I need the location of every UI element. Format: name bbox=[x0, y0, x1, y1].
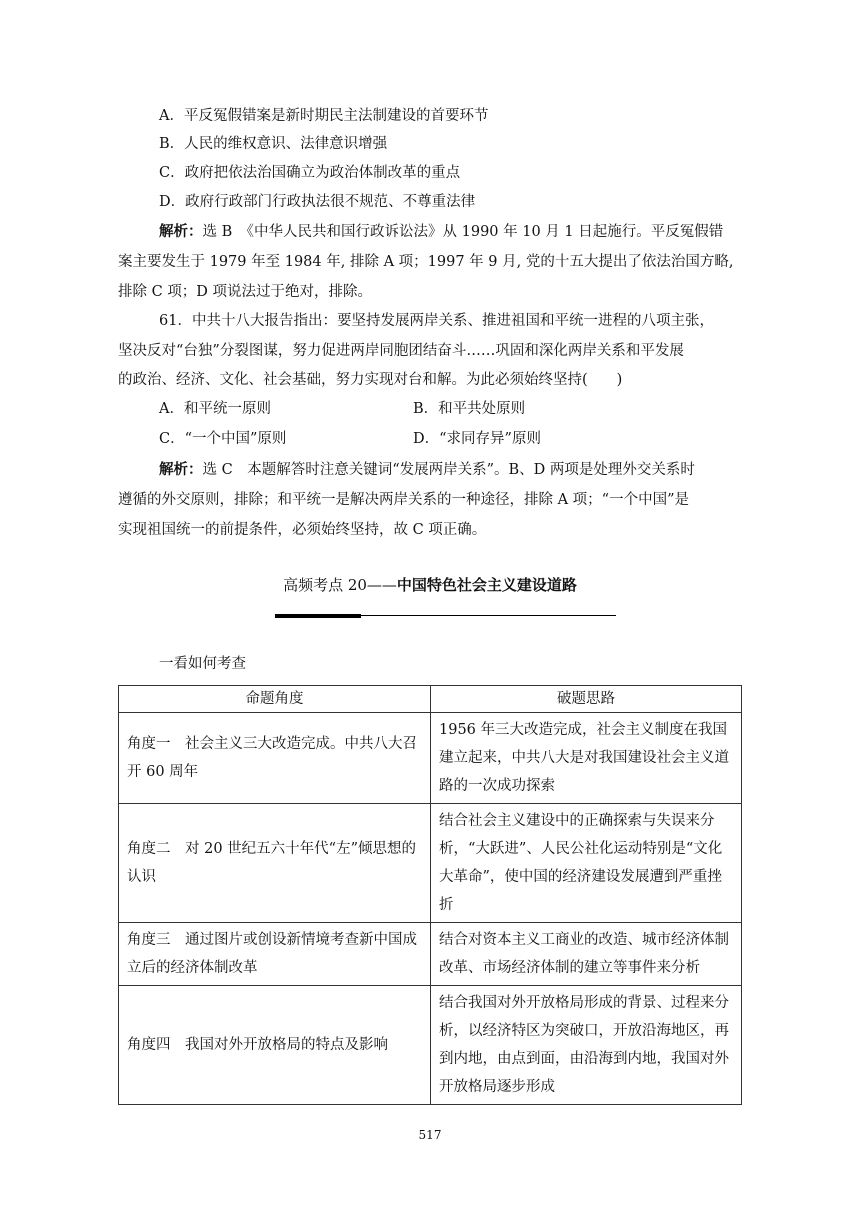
table-header-row bbox=[119, 686, 742, 713]
q61-option-a: A．和平统一原则 bbox=[159, 401, 271, 417]
exam-angle-table bbox=[118, 685, 742, 1105]
table-header-approach: 破题思路 bbox=[431, 686, 742, 713]
table-cell-angle: 角度三 通过图片或创设新情境考查新中国成立后的经济体制改革 bbox=[119, 923, 431, 986]
heading-underline-thick bbox=[275, 614, 361, 618]
page-number: 517 bbox=[418, 1128, 442, 1142]
table-cell-approach: 结合社会主义建设中的正确探索与失误来分析，“大跃进”、人民公社化运动特别是“文化大革命”，使中国的经济建设发展遭到严重挫折 bbox=[431, 804, 742, 923]
q61-stem-line1: 61．中共十八大报告指出：要坚持发展两岸关系、推进祖国和平统一进程的八项主张， bbox=[159, 313, 714, 329]
heading-underline-thin bbox=[361, 615, 616, 616]
table-cell-approach: 结合我国对外开放格局形成的背景、过程来分析，以经济特区为突破口，开放沿海地区，再到内地，由点到面，由沿海到内地，我国对外开放格局逐步形成 bbox=[431, 986, 742, 1105]
table-row bbox=[119, 986, 742, 1105]
q60-analysis-line2: 案主要发生于 1979 年至 1984 年, 排除 A 项；1997 年 9 月, 党的十五大提出了依法治国方略, bbox=[118, 254, 734, 270]
q60-option-c: C．政府把依法治国确立为政治体制改革的重点 bbox=[159, 165, 461, 181]
q60-analysis-line3: 排除 C 项；D 项说法过于绝对，排除。 bbox=[118, 284, 373, 300]
table-cell-angle: 角度四 我国对外开放格局的特点及影响 bbox=[119, 986, 431, 1105]
q60-analysis-line1: 解析：选 B 《中华人民共和国行政诉讼法》从 1990 年 10 月 1 日起施行。平反冤假错 bbox=[159, 223, 724, 240]
table-cell-approach: 结合对资本主义工商业的改造、城市经济体制改革、市场经济体制的建立等事件来分析 bbox=[431, 923, 742, 986]
table-cell-angle: 角度一 社会主义三大改造完成。中共八大召开 60 周年 bbox=[119, 713, 431, 804]
table-cell-angle: 角度二 对 20 世纪五六十年代“左”倾思想的认识 bbox=[119, 804, 431, 923]
q60-option-d: D．政府行政部门行政执法很不规范、不尊重法律 bbox=[159, 194, 476, 210]
section-title: 中国特色社会主义建设道路 bbox=[396, 576, 577, 594]
q61-option-d: D．“求同存异”原则 bbox=[413, 431, 541, 447]
table-cell-approach: 1956 年三大改造完成，社会主义制度在我国建立起来，中共八大是对我国建设社会主义道路的一次成功探索 bbox=[431, 713, 742, 804]
q60-option-b: B．人民的维权意识、法律意识增强 bbox=[159, 136, 388, 152]
analysis-label: 解析： bbox=[159, 223, 203, 240]
q61-stem-line2: 坚决反对“台独”分裂图谋，努力促进两岸同胞团结奋斗……巩固和深化两岸关系和平发展 bbox=[118, 343, 684, 359]
q61-stem-line3: 的政治、经济、文化、社会基础，努力实现对台和解。为此必须始终坚持( ) bbox=[118, 372, 623, 388]
table-row bbox=[119, 804, 742, 923]
q61-option-c: C．“一个中国”原则 bbox=[159, 431, 287, 447]
analysis-label: 解析： bbox=[159, 461, 203, 478]
table-row bbox=[119, 713, 742, 804]
section-heading bbox=[0, 574, 860, 595]
q61-analysis-line3: 实现祖国统一的前提条件，必须始终坚持，故 C 项正确。 bbox=[118, 522, 487, 538]
q61-analysis-line2: 遵循的外交原则，排除；和平统一是解决两岸关系的一种途径，排除 A 项；“一个中国”是 bbox=[118, 492, 690, 508]
q60-option-a: A．平反冤假错案是新时期民主法制建设的首要环节 bbox=[159, 108, 489, 124]
q61-option-b: B．和平共处原则 bbox=[413, 401, 526, 417]
q61-analysis-line1: 解析：选 C 本题解答时注意关键词“发展两岸关系”。B、D 两项是处理外交关系时 bbox=[159, 461, 695, 478]
subheading: 一看如何考查 bbox=[159, 656, 246, 672]
table-header-angle: 命题角度 bbox=[119, 686, 431, 713]
table-row bbox=[119, 923, 742, 986]
section-prefix: 高频考点 20—— bbox=[283, 576, 397, 594]
